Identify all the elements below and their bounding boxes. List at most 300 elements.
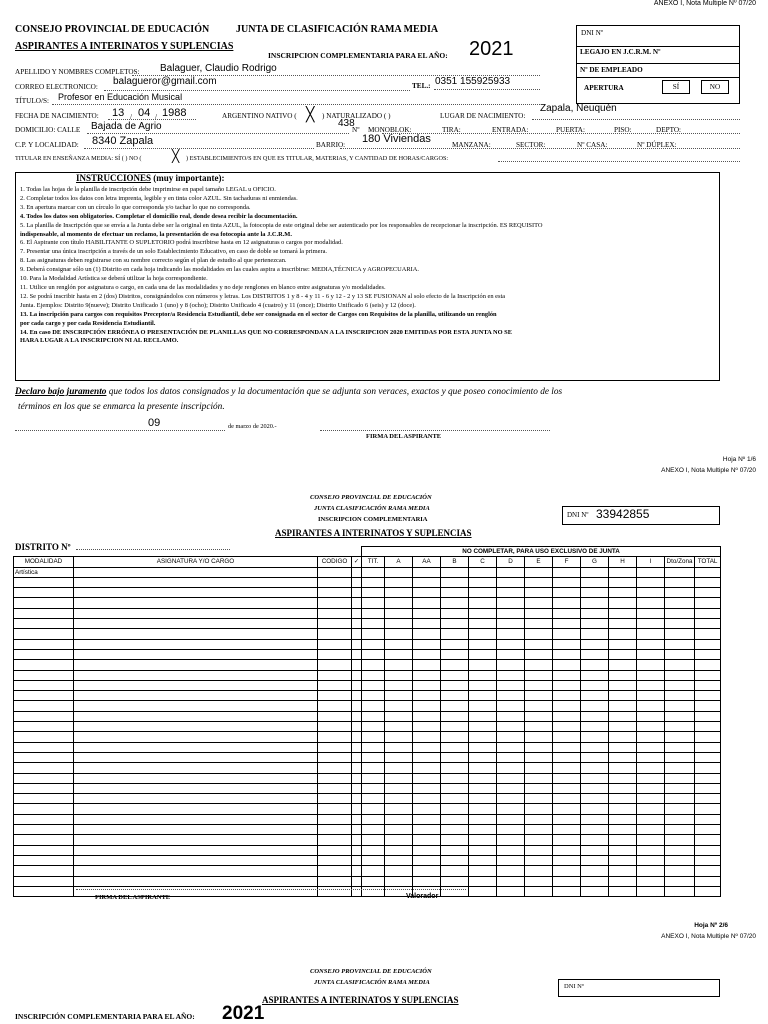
table-row[interactable] — [14, 619, 721, 629]
table-cell[interactable] — [413, 722, 441, 732]
table-cell[interactable] — [695, 835, 721, 845]
table-cell[interactable] — [441, 814, 469, 824]
table-cell[interactable] — [695, 577, 721, 587]
table-cell[interactable] — [609, 577, 637, 587]
table-cell[interactable] — [525, 752, 553, 762]
table-row[interactable] — [14, 855, 721, 865]
table-cell[interactable] — [441, 608, 469, 618]
table-cell[interactable] — [637, 876, 665, 886]
table-cell[interactable] — [385, 619, 413, 629]
table-cell[interactable] — [553, 835, 581, 845]
table-cell[interactable] — [695, 876, 721, 886]
table-cell[interactable] — [413, 763, 441, 773]
table-cell[interactable] — [441, 649, 469, 659]
table-cell[interactable] — [665, 670, 695, 680]
table-cell[interactable] — [581, 680, 609, 690]
table-row[interactable] — [14, 763, 721, 773]
table-cell[interactable] — [695, 691, 721, 701]
table-cell[interactable] — [362, 619, 385, 629]
table-row[interactable] — [14, 742, 721, 752]
table-cell[interactable] — [553, 773, 581, 783]
table-cell[interactable] — [318, 639, 352, 649]
table-cell[interactable] — [318, 845, 352, 855]
table-cell[interactable] — [581, 794, 609, 804]
table-cell[interactable] — [362, 825, 385, 835]
table-cell[interactable] — [441, 866, 469, 876]
table-cell[interactable] — [609, 876, 637, 886]
table-cell[interactable] — [14, 732, 74, 742]
table-cell[interactable] — [665, 876, 695, 886]
table-cell[interactable] — [581, 845, 609, 855]
table-cell[interactable] — [581, 588, 609, 598]
table-cell[interactable] — [609, 608, 637, 618]
calle-value[interactable]: Bajada de Agrio — [91, 121, 162, 132]
table-cell[interactable] — [362, 732, 385, 742]
table-cell[interactable] — [695, 794, 721, 804]
table-cell[interactable] — [413, 866, 441, 876]
table-cell[interactable] — [553, 866, 581, 876]
table-row[interactable] — [14, 835, 721, 845]
table-cell[interactable] — [318, 701, 352, 711]
table-cell[interactable] — [553, 763, 581, 773]
table-cell[interactable] — [413, 660, 441, 670]
table-cell[interactable] — [637, 701, 665, 711]
cp-value[interactable]: 8340 Zapala — [92, 135, 154, 147]
table-cell[interactable] — [318, 742, 352, 752]
table-cell[interactable] — [385, 660, 413, 670]
table-cell[interactable] — [362, 691, 385, 701]
table-cell[interactable] — [497, 855, 525, 865]
table-cell[interactable] — [665, 619, 695, 629]
table-cell[interactable] — [385, 732, 413, 742]
table-cell[interactable] — [581, 814, 609, 824]
table-cell[interactable] — [413, 732, 441, 742]
table-cell[interactable] — [665, 825, 695, 835]
table-cell[interactable] — [609, 825, 637, 835]
table-cell[interactable] — [362, 608, 385, 618]
table-cell[interactable] — [74, 804, 318, 814]
table-cell[interactable] — [441, 691, 469, 701]
table-cell[interactable] — [497, 722, 525, 732]
table-cell[interactable] — [318, 773, 352, 783]
table-cell[interactable] — [413, 773, 441, 783]
dni-value[interactable]: 33942855 — [596, 507, 650, 521]
table-cell[interactable] — [318, 763, 352, 773]
table-cell[interactable] — [665, 752, 695, 762]
table-cell[interactable] — [497, 825, 525, 835]
table-cell[interactable] — [665, 804, 695, 814]
table-cell[interactable] — [609, 814, 637, 824]
table-cell[interactable] — [637, 866, 665, 876]
table-cell[interactable] — [362, 783, 385, 793]
table-cell[interactable] — [497, 670, 525, 680]
table-cell[interactable] — [525, 660, 553, 670]
table-cell[interactable] — [525, 619, 553, 629]
table-cell[interactable] — [497, 835, 525, 845]
table-cell[interactable] — [74, 855, 318, 865]
table-cell[interactable] — [497, 742, 525, 752]
table-cell[interactable] — [609, 598, 637, 608]
table-row[interactable] — [14, 629, 721, 639]
table-row[interactable] — [14, 876, 721, 886]
table-cell[interactable] — [318, 876, 352, 886]
table-cell[interactable] — [74, 567, 318, 577]
table-cell[interactable] — [413, 804, 441, 814]
table-cell[interactable] — [581, 835, 609, 845]
table-row[interactable] — [14, 649, 721, 659]
table-cell[interactable] — [581, 732, 609, 742]
table-cell[interactable] — [441, 783, 469, 793]
table-cell[interactable] — [362, 701, 385, 711]
table-cell[interactable] — [74, 588, 318, 598]
table-cell[interactable] — [441, 629, 469, 639]
table-row[interactable] — [14, 711, 721, 721]
table-cell[interactable] — [74, 670, 318, 680]
table-cell[interactable] — [362, 598, 385, 608]
table-cell[interactable] — [525, 680, 553, 690]
table-cell[interactable] — [609, 639, 637, 649]
table-cell[interactable] — [665, 866, 695, 876]
table-cell[interactable] — [497, 773, 525, 783]
table-cell[interactable] — [581, 886, 609, 896]
table-cell[interactable] — [665, 773, 695, 783]
table-cell[interactable] — [352, 711, 362, 721]
table-cell[interactable] — [497, 763, 525, 773]
table-cell[interactable] — [352, 783, 362, 793]
table-row[interactable] — [14, 732, 721, 742]
table-cell[interactable] — [74, 866, 318, 876]
table-cell[interactable] — [665, 742, 695, 752]
table-cell[interactable] — [385, 783, 413, 793]
table-cell[interactable] — [441, 567, 469, 577]
table-cell[interactable] — [581, 866, 609, 876]
table-cell[interactable] — [469, 886, 497, 896]
table-cell[interactable] — [695, 752, 721, 762]
table-cell[interactable] — [469, 752, 497, 762]
table-cell[interactable] — [318, 608, 352, 618]
table-cell[interactable] — [665, 588, 695, 598]
table-cell[interactable] — [609, 567, 637, 577]
table-cell[interactable] — [318, 588, 352, 598]
table-cell[interactable] — [385, 711, 413, 721]
table-cell[interactable] — [362, 567, 385, 577]
table-cell[interactable] — [441, 660, 469, 670]
table-cell[interactable] — [695, 783, 721, 793]
table-cell[interactable] — [695, 567, 721, 577]
table-cell[interactable] — [413, 876, 441, 886]
table-cell[interactable] — [352, 619, 362, 629]
table-cell[interactable] — [385, 577, 413, 587]
fecha-year[interactable]: 1988 — [162, 107, 187, 119]
table-cell[interactable] — [525, 608, 553, 618]
table-cell[interactable] — [497, 794, 525, 804]
table-cell[interactable] — [14, 629, 74, 639]
tel-value[interactable]: 0351 155925933 — [435, 76, 511, 87]
apertura-si-box[interactable]: SÍ — [662, 80, 690, 94]
table-cell[interactable] — [385, 773, 413, 783]
table-cell[interactable] — [352, 855, 362, 865]
table-cell[interactable] — [362, 876, 385, 886]
table-cell[interactable] — [609, 680, 637, 690]
table-cell[interactable] — [609, 845, 637, 855]
table-cell[interactable] — [609, 835, 637, 845]
apellido-value[interactable]: Balaguer, Claudio Rodrigo — [160, 63, 277, 74]
table-cell[interactable] — [318, 619, 352, 629]
table-cell[interactable] — [581, 804, 609, 814]
table-cell[interactable] — [385, 680, 413, 690]
table-cell[interactable] — [525, 649, 553, 659]
table-cell[interactable] — [695, 845, 721, 855]
table-cell[interactable] — [581, 711, 609, 721]
table-cell[interactable] — [318, 886, 352, 896]
table-cell[interactable] — [318, 649, 352, 659]
table-cell[interactable] — [469, 866, 497, 876]
table-cell[interactable] — [609, 866, 637, 876]
table-cell[interactable] — [362, 814, 385, 824]
table-cell[interactable] — [469, 742, 497, 752]
table-cell[interactable] — [318, 711, 352, 721]
table-cell[interactable] — [497, 886, 525, 896]
table-cell[interactable] — [695, 886, 721, 896]
table-cell[interactable] — [362, 588, 385, 598]
page3-year[interactable]: 2021 — [222, 1003, 265, 1024]
table-cell[interactable] — [74, 680, 318, 690]
table-cell[interactable] — [362, 629, 385, 639]
table-cell[interactable] — [14, 588, 74, 598]
table-cell[interactable] — [385, 639, 413, 649]
table-cell[interactable] — [74, 639, 318, 649]
table-cell[interactable] — [581, 701, 609, 711]
table-cell[interactable] — [441, 588, 469, 598]
table-cell[interactable] — [469, 711, 497, 721]
table-cell[interactable] — [74, 763, 318, 773]
table-cell[interactable] — [695, 701, 721, 711]
table-cell[interactable] — [581, 629, 609, 639]
table-cell[interactable] — [74, 701, 318, 711]
table-cell[interactable] — [553, 804, 581, 814]
table-cell[interactable] — [469, 619, 497, 629]
table-cell[interactable] — [581, 855, 609, 865]
table-cell[interactable] — [497, 752, 525, 762]
table-cell[interactable] — [362, 680, 385, 690]
table-cell[interactable] — [553, 752, 581, 762]
table-cell[interactable] — [695, 639, 721, 649]
table-cell[interactable] — [525, 825, 553, 835]
table-cell[interactable] — [695, 722, 721, 732]
table-cell[interactable] — [74, 732, 318, 742]
table-cell[interactable] — [352, 629, 362, 639]
table-cell[interactable] — [385, 629, 413, 639]
date-day[interactable]: 09 — [148, 417, 161, 429]
table-cell[interactable] — [581, 783, 609, 793]
table-cell[interactable] — [74, 629, 318, 639]
table-cell[interactable] — [525, 794, 553, 804]
table-cell[interactable] — [14, 649, 74, 659]
table-cell[interactable] — [497, 845, 525, 855]
table-cell[interactable] — [362, 711, 385, 721]
table-cell[interactable] — [637, 783, 665, 793]
table-cell[interactable] — [469, 783, 497, 793]
table-cell[interactable] — [352, 752, 362, 762]
table-cell[interactable] — [14, 577, 74, 587]
table-cell[interactable] — [352, 732, 362, 742]
table-cell[interactable] — [553, 588, 581, 598]
table-cell[interactable] — [14, 804, 74, 814]
table-cell[interactable] — [352, 639, 362, 649]
table-cell[interactable] — [525, 701, 553, 711]
table-cell[interactable] — [637, 680, 665, 690]
table-cell[interactable] — [637, 814, 665, 824]
table-cell[interactable] — [469, 825, 497, 835]
table-cell[interactable] — [413, 711, 441, 721]
table-cell[interactable] — [441, 732, 469, 742]
table-cell[interactable] — [14, 701, 74, 711]
table-cell[interactable] — [362, 855, 385, 865]
table-cell[interactable] — [497, 567, 525, 577]
table-cell[interactable] — [497, 629, 525, 639]
table-cell[interactable] — [352, 670, 362, 680]
table-cell[interactable] — [74, 825, 318, 835]
table-cell[interactable] — [352, 814, 362, 824]
table-cell[interactable] — [497, 866, 525, 876]
table-cell[interactable] — [352, 701, 362, 711]
table-cell[interactable] — [665, 639, 695, 649]
table-cell[interactable] — [14, 711, 74, 721]
table-cell[interactable] — [525, 855, 553, 865]
table-cell[interactable] — [385, 794, 413, 804]
table-cell[interactable] — [469, 794, 497, 804]
table-cell[interactable] — [497, 588, 525, 598]
table-cell[interactable] — [581, 598, 609, 608]
table-cell[interactable] — [413, 742, 441, 752]
table-cell[interactable] — [14, 722, 74, 732]
table-cell[interactable] — [581, 649, 609, 659]
table-cell[interactable] — [637, 752, 665, 762]
table-cell[interactable] — [362, 752, 385, 762]
table-cell[interactable] — [385, 752, 413, 762]
table-cell[interactable] — [695, 866, 721, 876]
table-cell[interactable] — [385, 742, 413, 752]
table-cell[interactable] — [413, 598, 441, 608]
table-cell[interactable] — [441, 598, 469, 608]
table-cell[interactable] — [74, 577, 318, 587]
table-cell[interactable] — [362, 835, 385, 845]
correo-value[interactable]: balagueror@gmail.com — [113, 76, 217, 87]
table-cell[interactable] — [385, 608, 413, 618]
table-cell[interactable] — [74, 876, 318, 886]
table-cell[interactable] — [609, 773, 637, 783]
table-cell[interactable] — [441, 619, 469, 629]
table-cell[interactable] — [609, 711, 637, 721]
table-cell[interactable] — [637, 763, 665, 773]
table-cell[interactable] — [469, 732, 497, 742]
table-cell[interactable] — [695, 855, 721, 865]
table-cell[interactable] — [469, 680, 497, 690]
table-cell[interactable] — [14, 845, 74, 855]
table-cell[interactable] — [695, 680, 721, 690]
table-cell[interactable] — [665, 577, 695, 587]
table-cell[interactable] — [553, 794, 581, 804]
table-row[interactable] — [14, 825, 721, 835]
table-cell[interactable] — [525, 598, 553, 608]
table-row[interactable] — [14, 794, 721, 804]
table-row[interactable] — [14, 608, 721, 618]
table-cell[interactable] — [581, 567, 609, 577]
table-cell[interactable] — [441, 670, 469, 680]
table-cell[interactable] — [525, 629, 553, 639]
table-cell[interactable] — [14, 660, 74, 670]
table-cell[interactable] — [318, 680, 352, 690]
table-cell[interactable] — [362, 845, 385, 855]
table-cell[interactable] — [695, 670, 721, 680]
table-cell[interactable] — [362, 639, 385, 649]
table-cell[interactable] — [665, 598, 695, 608]
fecha-day[interactable]: 13 — [112, 107, 125, 119]
table-cell[interactable] — [352, 680, 362, 690]
table-cell[interactable] — [637, 670, 665, 680]
table-cell[interactable] — [469, 763, 497, 773]
table-cell[interactable] — [665, 814, 695, 824]
table-cell[interactable] — [441, 701, 469, 711]
table-cell[interactable] — [525, 866, 553, 876]
table-cell[interactable] — [352, 588, 362, 598]
table-cell[interactable] — [74, 835, 318, 845]
table-cell[interactable] — [581, 773, 609, 783]
table-cell[interactable] — [553, 711, 581, 721]
table-cell[interactable] — [362, 660, 385, 670]
table-cell[interactable] — [637, 577, 665, 587]
table-cell[interactable] — [14, 794, 74, 804]
table-cell[interactable] — [637, 598, 665, 608]
table-cell[interactable] — [413, 639, 441, 649]
table-cell[interactable] — [74, 814, 318, 824]
table-cell[interactable] — [14, 814, 74, 824]
table-cell[interactable] — [441, 825, 469, 835]
table-cell[interactable] — [497, 732, 525, 742]
table-cell[interactable] — [318, 825, 352, 835]
table-cell[interactable] — [14, 639, 74, 649]
table-cell[interactable] — [14, 742, 74, 752]
table-cell[interactable] — [352, 763, 362, 773]
table-cell[interactable] — [695, 711, 721, 721]
table-cell[interactable] — [74, 608, 318, 618]
table-cell[interactable] — [385, 670, 413, 680]
table-row[interactable] — [14, 845, 721, 855]
table-cell[interactable] — [441, 804, 469, 814]
table-cell[interactable] — [14, 825, 74, 835]
table-cell[interactable] — [695, 732, 721, 742]
table-cell[interactable] — [497, 649, 525, 659]
table-cell[interactable] — [74, 742, 318, 752]
table-cell[interactable] — [14, 866, 74, 876]
table-cell[interactable] — [497, 804, 525, 814]
table-cell[interactable] — [525, 732, 553, 742]
table-cell[interactable] — [553, 577, 581, 587]
table-cell[interactable] — [413, 835, 441, 845]
table-cell[interactable] — [609, 732, 637, 742]
table-cell[interactable] — [665, 732, 695, 742]
table-cell[interactable] — [14, 855, 74, 865]
argentino-check-mark[interactable]: ╳ — [306, 106, 315, 122]
titular-no-check-mark[interactable]: ╳ — [172, 149, 180, 163]
table-cell[interactable] — [318, 814, 352, 824]
table-cell[interactable] — [469, 577, 497, 587]
table-cell[interactable] — [441, 680, 469, 690]
table-cell[interactable] — [695, 649, 721, 659]
titulos-value[interactable]: Profesor en Educación Musical — [58, 92, 183, 102]
table-cell[interactable] — [352, 742, 362, 752]
table-row[interactable] — [14, 680, 721, 690]
